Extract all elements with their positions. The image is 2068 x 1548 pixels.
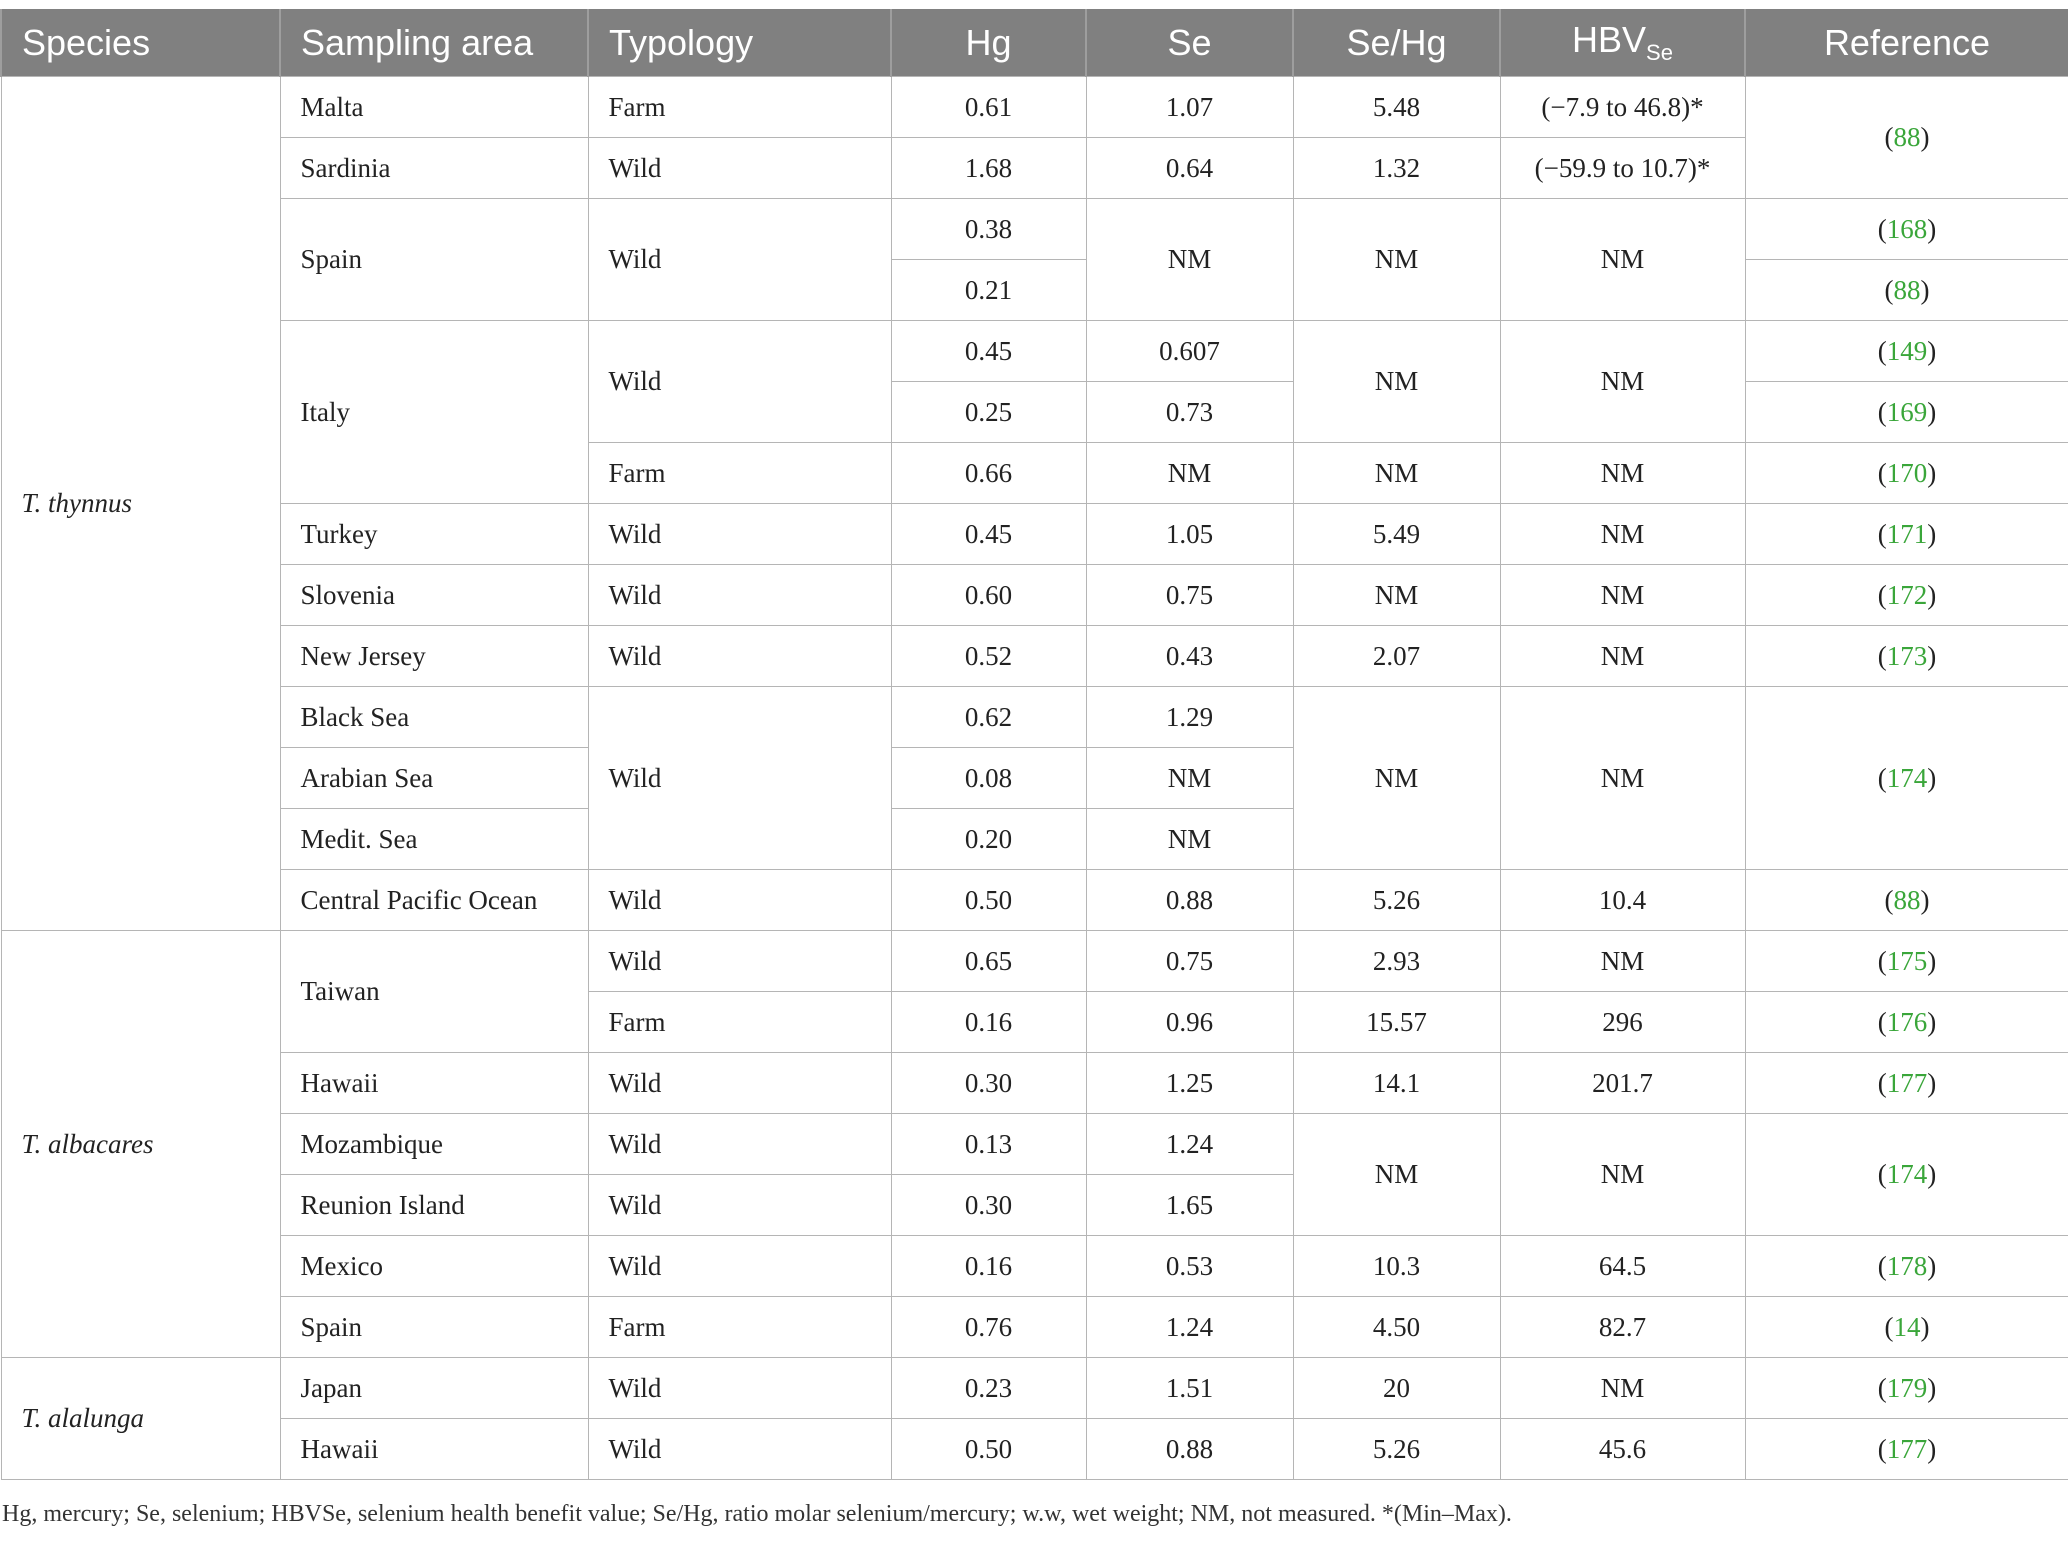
se-cell: 1.25 (1086, 1053, 1293, 1114)
reference-link[interactable]: 174 (1886, 762, 1928, 793)
reference-link[interactable]: 149 (1886, 335, 1928, 366)
hg-cell: 0.08 (891, 748, 1086, 809)
typology-cell: Wild (588, 870, 891, 931)
reference-link[interactable]: 175 (1886, 945, 1928, 976)
se-hg-cell: 10.3 (1293, 1236, 1500, 1297)
hbv-cell: NM (1500, 687, 1745, 870)
reference-cell: (168) (1745, 199, 2068, 260)
table-row (1, 1419, 2068, 1480)
hg-cell: 0.13 (891, 1114, 1086, 1175)
se-cell: NM (1086, 809, 1293, 870)
header-reference: Reference (1745, 9, 2068, 77)
area-cell: Mozambique (280, 1114, 588, 1175)
se-hg-cell: 1.32 (1293, 138, 1500, 199)
se-hg-cell: 5.49 (1293, 504, 1500, 565)
hbv-cell: NM (1500, 626, 1745, 687)
reference-cell: (170) (1745, 443, 2068, 504)
typology-cell: Farm (588, 443, 891, 504)
hbv-cell: NM (1500, 504, 1745, 565)
table-row (1, 626, 2068, 687)
table-row (1, 687, 2068, 748)
hg-cell: 0.38 (891, 199, 1086, 260)
table-row (1, 870, 2068, 931)
header-row (1, 9, 2068, 77)
area-cell: Sardinia (280, 138, 588, 199)
hg-cell: 0.50 (891, 1419, 1086, 1480)
typology-cell: Wild (588, 565, 891, 626)
reference-cell: (14) (1745, 1297, 2068, 1358)
reference-link[interactable]: 179 (1886, 1372, 1928, 1403)
reference-cell: (177) (1745, 1419, 2068, 1480)
typology-cell: Farm (588, 1297, 891, 1358)
table-row (1, 565, 2068, 626)
typology-cell: Wild (588, 1236, 891, 1297)
se-cell: 1.51 (1086, 1358, 1293, 1419)
reference-cell: (174) (1745, 687, 2068, 870)
hg-cell: 0.20 (891, 809, 1086, 870)
header-se-hg: Se/Hg (1293, 9, 1500, 77)
se-hg-cell: 15.57 (1293, 992, 1500, 1053)
hg-cell: 0.45 (891, 504, 1086, 565)
hbv-cell: NM (1500, 931, 1745, 992)
hg-cell: 0.30 (891, 1175, 1086, 1236)
reference-cell: (169) (1745, 382, 2068, 443)
hbv-cell: 82.7 (1500, 1297, 1745, 1358)
se-cell: 1.29 (1086, 687, 1293, 748)
table-row (1, 504, 2068, 565)
area-cell: Slovenia (280, 565, 588, 626)
hbv-cell: 296 (1500, 992, 1745, 1053)
se-cell: 0.53 (1086, 1236, 1293, 1297)
tuna-mercury-selenium-table (0, 9, 2068, 1480)
table-row (1, 1114, 2068, 1175)
table-row (1, 199, 2068, 260)
reference-cell: (175) (1745, 931, 2068, 992)
se-hg-cell: 5.26 (1293, 870, 1500, 931)
header-sampling-area: Sampling area (280, 9, 588, 77)
se-cell: 1.24 (1086, 1114, 1293, 1175)
area-cell: Hawaii (280, 1053, 588, 1114)
hg-cell: 0.16 (891, 1236, 1086, 1297)
hbv-cell: (−59.9 to 10.7)* (1500, 138, 1745, 199)
se-hg-cell: NM (1293, 443, 1500, 504)
reference-cell: (179) (1745, 1358, 2068, 1419)
area-cell: Japan (280, 1358, 588, 1419)
hg-cell: 0.76 (891, 1297, 1086, 1358)
reference-link[interactable]: 14 (1893, 1311, 1921, 1342)
reference-link[interactable]: 88 (1893, 884, 1921, 915)
species-cell: T. alalunga (1, 1358, 280, 1480)
hg-cell: 0.66 (891, 443, 1086, 504)
area-cell: Central Pacific Ocean (280, 870, 588, 931)
typology-cell: Wild (588, 1175, 891, 1236)
reference-cell: (88) (1745, 77, 2068, 199)
area-cell: Spain (280, 199, 588, 321)
reference-cell: (173) (1745, 626, 2068, 687)
se-cell: 1.07 (1086, 77, 1293, 138)
hg-cell: 0.60 (891, 565, 1086, 626)
hbv-cell: NM (1500, 565, 1745, 626)
se-cell: 1.05 (1086, 504, 1293, 565)
se-cell: 0.43 (1086, 626, 1293, 687)
table-row (1, 1053, 2068, 1114)
se-hg-cell: 20 (1293, 1358, 1500, 1419)
se-cell: NM (1086, 199, 1293, 321)
typology-cell: Wild (588, 321, 891, 443)
se-hg-cell: 14.1 (1293, 1053, 1500, 1114)
se-cell: 0.88 (1086, 870, 1293, 931)
se-cell: 0.96 (1086, 992, 1293, 1053)
table-row (1, 931, 2068, 992)
area-cell: Turkey (280, 504, 588, 565)
hg-cell: 0.21 (891, 260, 1086, 321)
reference-link[interactable]: 88 (1893, 122, 1921, 152)
table-footnote: Hg, mercury; Se, selenium; HBVSe, selenium health benefit value; Se/Hg, ratio molar selenium/mercury; w.w, wet weight; NM, not measured. *(Min–Max). (2, 1501, 1512, 1527)
hg-cell: 0.62 (891, 687, 1086, 748)
hbv-cell: NM (1500, 443, 1745, 504)
header-typology: Typology (588, 9, 891, 77)
area-cell: Reunion Island (280, 1175, 588, 1236)
reference-link[interactable]: 171 (1886, 518, 1928, 549)
reference-link[interactable]: 168 (1886, 213, 1928, 244)
header-se: Se (1086, 9, 1293, 77)
area-cell: New Jersey (280, 626, 588, 687)
hg-cell: 0.50 (891, 870, 1086, 931)
reference-cell: (171) (1745, 504, 2068, 565)
se-hg-cell: 4.50 (1293, 1297, 1500, 1358)
typology-cell: Farm (588, 77, 891, 138)
se-hg-cell: NM (1293, 321, 1500, 443)
header-hbv-main: HBV (1572, 18, 1647, 60)
se-hg-cell: 5.26 (1293, 1419, 1500, 1480)
reference-cell: (172) (1745, 565, 2068, 626)
se-hg-cell: NM (1293, 565, 1500, 626)
reference-link[interactable]: 173 (1886, 640, 1928, 671)
hg-cell: 0.25 (891, 382, 1086, 443)
reference-link[interactable]: 174 (1886, 1159, 1928, 1189)
hg-cell: 0.16 (891, 992, 1086, 1053)
header-species: Species (1, 9, 280, 77)
area-cell: Mexico (280, 1236, 588, 1297)
se-hg-cell: NM (1293, 199, 1500, 321)
table-row (1, 77, 2068, 138)
reference-link[interactable]: 177 (1886, 1067, 1928, 1098)
table-row (1, 1297, 2068, 1358)
area-cell: Black Sea (280, 687, 588, 748)
typology-cell: Farm (588, 992, 891, 1053)
se-hg-cell: NM (1293, 687, 1500, 870)
typology-cell: Wild (588, 626, 891, 687)
hbv-cell: (−7.9 to 46.8)* (1500, 77, 1745, 138)
se-hg-cell: NM (1293, 1114, 1500, 1236)
se-cell: 1.65 (1086, 1175, 1293, 1236)
data-table-container (0, 9, 2068, 1480)
hg-cell: 0.65 (891, 931, 1086, 992)
typology-cell: Wild (588, 931, 891, 992)
hg-cell: 1.68 (891, 138, 1086, 199)
se-cell: 0.73 (1086, 382, 1293, 443)
area-cell: Malta (280, 77, 588, 138)
reference-link[interactable]: 178 (1886, 1250, 1928, 1281)
hg-cell: 0.52 (891, 626, 1086, 687)
reference-link[interactable]: 172 (1886, 579, 1928, 610)
typology-cell: Wild (588, 1114, 891, 1175)
reference-cell: (176) (1745, 992, 2068, 1053)
se-hg-cell: 2.07 (1293, 626, 1500, 687)
area-cell: Spain (280, 1297, 588, 1358)
area-cell: Arabian Sea (280, 748, 588, 809)
header-hg: Hg (891, 9, 1086, 77)
se-cell: 0.75 (1086, 565, 1293, 626)
typology-cell: Wild (588, 1419, 891, 1480)
hbv-cell: NM (1500, 1114, 1745, 1236)
reference-link[interactable]: 88 (1893, 274, 1921, 305)
table-row (1, 321, 2068, 382)
table-row (1, 1358, 2068, 1419)
typology-cell: Wild (588, 1358, 891, 1419)
reference-cell: (174) (1745, 1114, 2068, 1236)
se-cell: NM (1086, 748, 1293, 809)
reference-cell: (177) (1745, 1053, 2068, 1114)
header-hbv-sub: Se (1646, 40, 1673, 66)
se-cell: 0.75 (1086, 931, 1293, 992)
reference-link[interactable]: 170 (1886, 457, 1928, 488)
typology-cell: Wild (588, 504, 891, 565)
header-hbv-se (1500, 9, 1745, 77)
typology-cell: Wild (588, 199, 891, 321)
typology-cell: Wild (588, 1053, 891, 1114)
reference-link[interactable]: 176 (1886, 1006, 1928, 1037)
species-cell: T. albacares (1, 931, 280, 1358)
reference-cell: (178) (1745, 1236, 2068, 1297)
reference-cell: (88) (1745, 870, 2068, 931)
hbv-cell: NM (1500, 321, 1745, 443)
hg-cell: 0.45 (891, 321, 1086, 382)
hg-cell: 0.23 (891, 1358, 1086, 1419)
se-cell: NM (1086, 443, 1293, 504)
se-cell: 0.64 (1086, 138, 1293, 199)
se-cell: 0.607 (1086, 321, 1293, 382)
hbv-cell: 64.5 (1500, 1236, 1745, 1297)
reference-link[interactable]: 169 (1886, 396, 1928, 427)
hbv-cell: 201.7 (1500, 1053, 1745, 1114)
typology-cell: Wild (588, 138, 891, 199)
area-cell: Medit. Sea (280, 809, 588, 870)
hbv-cell: 10.4 (1500, 870, 1745, 931)
area-cell: Hawaii (280, 1419, 588, 1480)
hg-cell: 0.30 (891, 1053, 1086, 1114)
se-cell: 0.88 (1086, 1419, 1293, 1480)
reference-cell: (88) (1745, 260, 2068, 321)
reference-link[interactable]: 177 (1886, 1433, 1928, 1464)
area-cell: Italy (280, 321, 588, 504)
table-row (1, 1236, 2068, 1297)
hbv-cell: NM (1500, 1358, 1745, 1419)
hbv-cell: 45.6 (1500, 1419, 1745, 1480)
se-cell: 1.24 (1086, 1297, 1293, 1358)
species-cell: T. thynnus (1, 77, 280, 931)
se-hg-cell: 5.48 (1293, 77, 1500, 138)
area-cell: Taiwan (280, 931, 588, 1053)
se-hg-cell: 2.93 (1293, 931, 1500, 992)
hg-cell: 0.61 (891, 77, 1086, 138)
hbv-cell: NM (1500, 199, 1745, 321)
typology-cell: Wild (588, 687, 891, 870)
reference-cell: (149) (1745, 321, 2068, 382)
